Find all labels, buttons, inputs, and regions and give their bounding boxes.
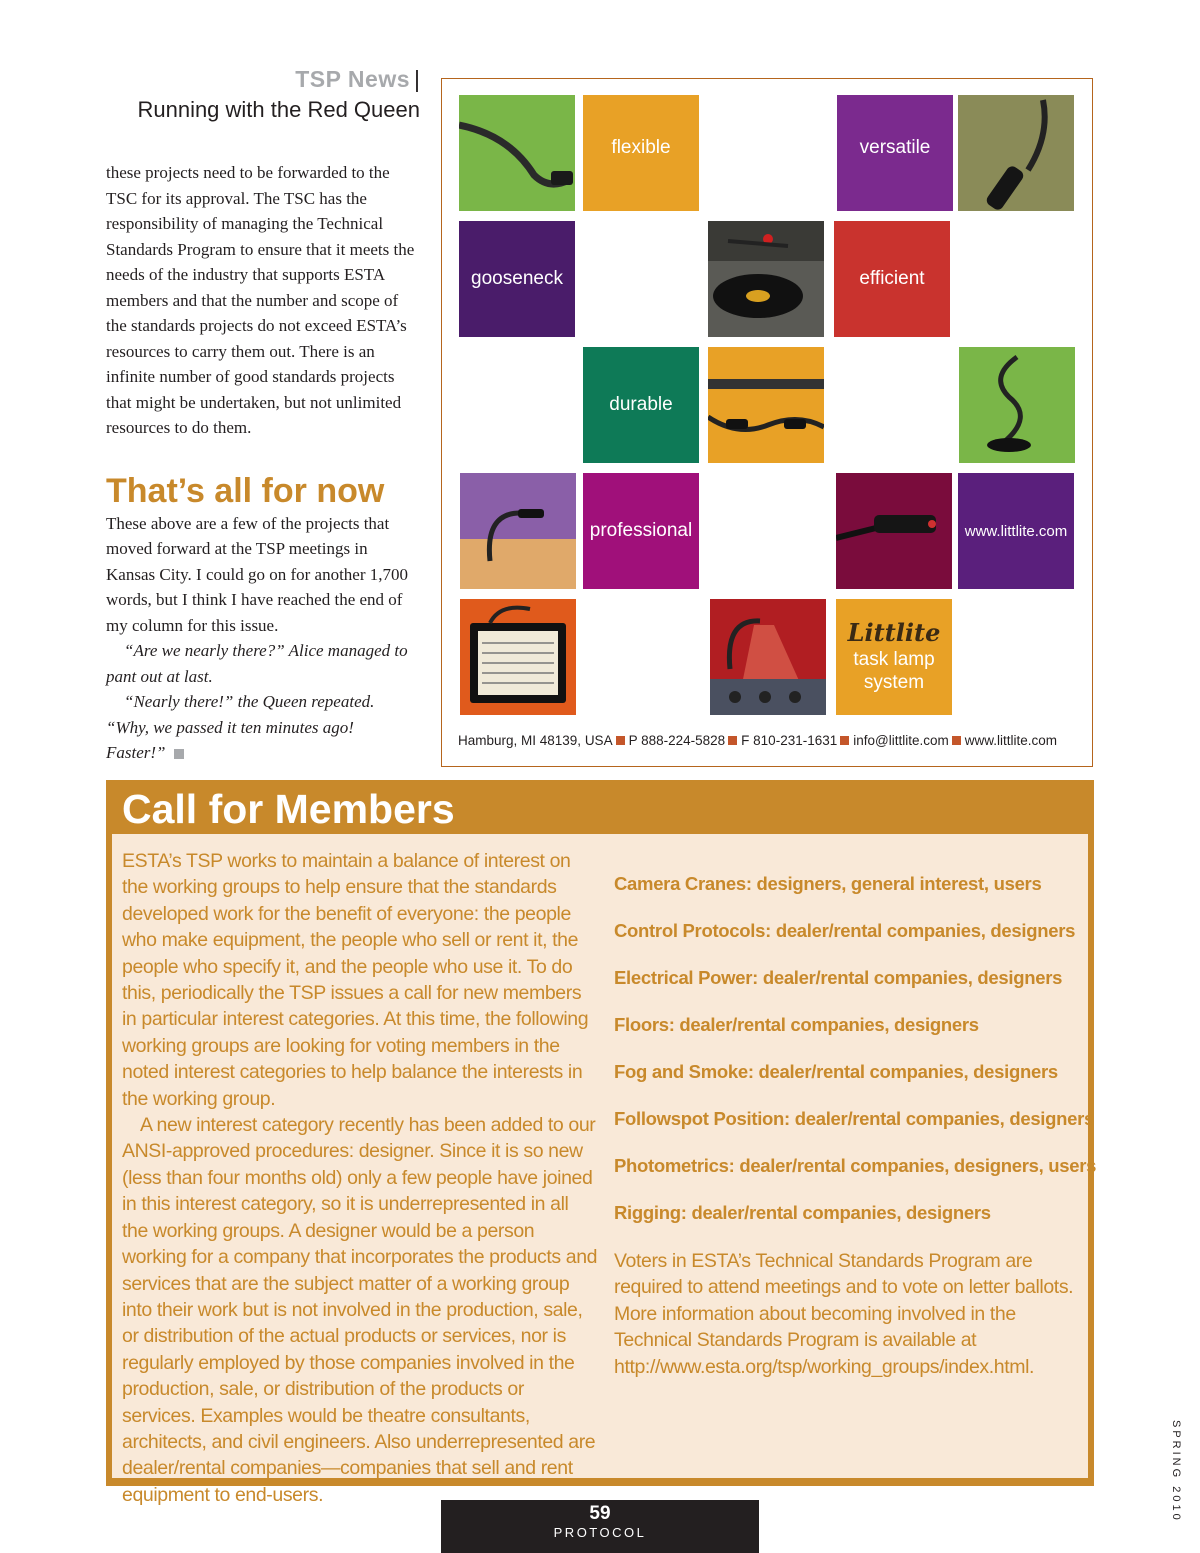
ad-word-professional: professional (583, 473, 699, 589)
littlite-advertisement (441, 78, 1093, 767)
ad-word-gooseneck: gooseneck (459, 221, 575, 337)
turntable-icon (708, 221, 824, 337)
working-group-item: Rigging: dealer/rental companies, designers (614, 1202, 991, 1223)
ad-word-website: www.littlite.com (958, 473, 1074, 589)
ad-photo-mixer-lamp (710, 599, 826, 715)
separator-square (616, 736, 625, 745)
call-for-members-content (112, 834, 1097, 1506)
logo-tagline: task lamp system (853, 648, 935, 693)
article-title: Running with the Red Queen (137, 97, 420, 122)
call-for-members-text (122, 848, 598, 1508)
ad-photo-turntable (708, 221, 824, 337)
working-group-item: Photometrics: dealer/rental companies, designers, users (614, 1155, 1097, 1176)
issue-label: SPRING 2010 (1170, 1420, 1182, 1523)
article-column (106, 160, 416, 766)
quote-text: “Nearly there!” the Queen repeated. “Why, we passed it ten minutes ago! Faster!” (106, 692, 375, 762)
working-group-item: Floors: dealer/rental companies, designers (614, 1014, 979, 1035)
lamp-module-icon (836, 473, 952, 589)
call-paragraph: A new interest category recently has been added to our ANSI-approved procedures: designer. Since it is so new (less than four months old) only a few people have joined in this interest category, so it is underrepresented in all the working groups. A designer would be a person working for a company that incorporates the products and services that are the subject matter of a working group into their work but is not involved in the production, sale, or distribution of the actual products or services, nor is regularly employed by those companies involved in the production, sale, or distribution of the products or services. Examples would be theatre consultants, architects, and civil engineers. Also underrepresented are dealer/rental companies—companies that sell and rent equipment to end-users. (122, 1114, 598, 1506)
ad-word-flexible: flexible (583, 95, 699, 211)
header-separator: | (414, 66, 420, 92)
ad-photo-gooseneck-lamp (459, 95, 575, 211)
littlite-logo: Littlite (847, 617, 941, 647)
console-lamp-icon (460, 473, 576, 589)
call-paragraph: ESTA’s TSP works to maintain a balance of interest on the working groups to help ensure that the standards developed work for the benefit of everyone: the people who make equipment, the people who sell or rent it, the people who specify it, and the people who use it. To do this, periodically the TSP issues a call for new members in particular interest categories. At this time, the following working groups are looking for voting members in the noted interest categories to help balance the interests in the working group. (122, 850, 589, 1110)
desk-lamp-icon (959, 347, 1075, 463)
working-group-item: Electrical Power: dealer/rental companies, designers (614, 967, 1063, 988)
music-stand-icon (460, 599, 576, 715)
page-header (137, 66, 420, 123)
voter-requirements-note: Voters in ESTA’s Technical Standards Program are required to attend meetings and to vote on letter ballots. More information about becoming involved in the Technical Standards Program is available at http://www.esta.org/tsp/working_groups/index.html. (614, 1250, 1074, 1378)
working-group-item: Followspot Position: dealer/rental companies, designers (614, 1108, 1095, 1129)
separator-square (728, 736, 737, 745)
section-title: TSP News (295, 66, 411, 92)
ad-fax: F 810-231-1631 (741, 733, 838, 748)
quote-paragraph: “Are we nearly there?” Alice managed to pant out at last. (106, 641, 408, 686)
ad-contact-line (458, 733, 1057, 748)
littlite-logo-tile (836, 599, 952, 715)
ad-photo-lamp-module (836, 473, 952, 589)
working-group-item: Control Protocols: dealer/rental companies, designers (614, 920, 1076, 941)
led-strip-icon (708, 347, 824, 463)
separator-square (952, 736, 961, 745)
ad-word-durable: durable (583, 347, 699, 463)
working-groups-list (614, 872, 1097, 1380)
quote-paragraph-final (106, 689, 416, 766)
gooseneck-lamp-icon (459, 95, 575, 211)
ad-photo-console-lamp (460, 473, 576, 589)
ad-photo-desk-lamp (959, 347, 1075, 463)
mixer-lamp-icon (710, 599, 826, 715)
ad-word-efficient: efficient (834, 221, 950, 337)
ad-photo-led-strip (708, 347, 824, 463)
ad-phone: P 888-224-5828 (628, 733, 726, 748)
ad-photo-lamp-head (958, 95, 1074, 211)
ad-email: info@littlite.com (853, 733, 949, 748)
article-paragraph: these projects need to be forwarded to the TSC for its approval. The TSC has the responsibility of managing the Technical Standards Program to ensure that it meets the needs of the industry that supports ESTA members and that the number and scope of the standards projects do not exceed ESTA’s resources to carry them out. There is an infinite number of good standards projects that might be undertaken, but not unlimited resources to do them. (106, 163, 415, 437)
ad-photo-music-stand (460, 599, 576, 715)
call-for-members-box (106, 780, 1097, 1506)
call-for-members-title: Call for Members (122, 786, 455, 832)
page-footer (441, 1500, 759, 1553)
subheading: That’s all for now (106, 471, 385, 510)
end-of-article-mark (174, 749, 184, 759)
ad-word-versatile: versatile (837, 95, 953, 211)
ad-website: www.littlite.com (964, 733, 1057, 748)
working-group-item: Fog and Smoke: dealer/rental companies, designers (614, 1061, 1058, 1082)
working-group-item: Camera Cranes: designers, general interest, users (614, 873, 1042, 894)
page-number: 59 (589, 1503, 611, 1524)
lamp-head-icon (958, 95, 1074, 211)
magazine-name: PROTOCOL (553, 1525, 647, 1540)
ad-address: Hamburg, MI 48139, USA (458, 733, 613, 748)
separator-square (840, 736, 849, 745)
article-paragraph: These above are a few of the projects that moved forward at the TSP meetings in Kansas City. I could go on for another 1,700 words, but I think I have reached the end of my column for this issue. (106, 513, 409, 635)
